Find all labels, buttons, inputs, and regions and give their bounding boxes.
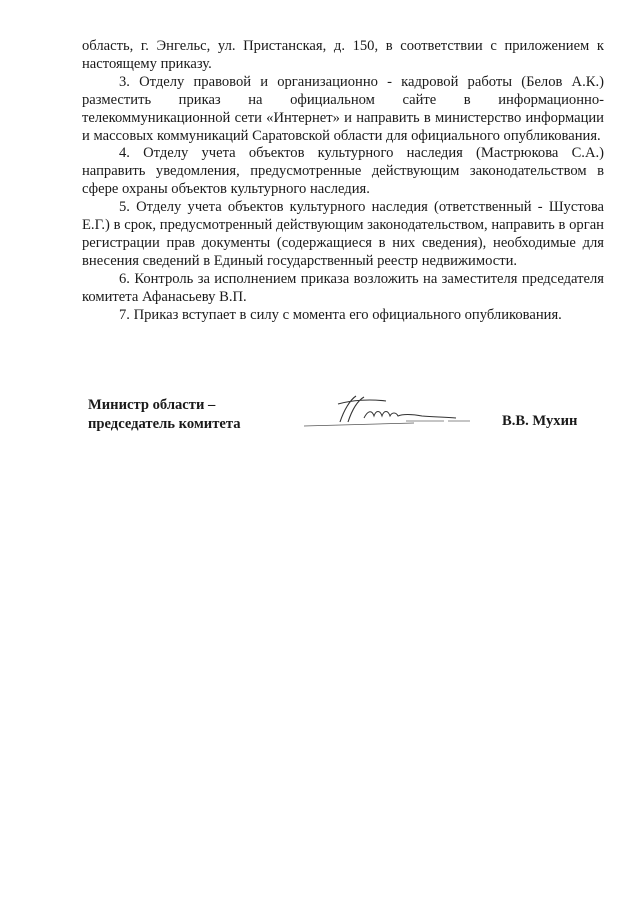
signatory-title-line-1: Министр области – — [88, 397, 216, 413]
paragraph-item-5: 5. Отделу учета объектов культурного наследия (ответственный - Шустова Е.Г.) в срок, предусмотренный действующим законодательством, направить в орган регистрации прав документы (содержащиеся в них сведения), необходимые для внесения сведений в Единый государственный реестр недвижимости. — [82, 199, 604, 269]
signatory-title-line-2: председатель комитета — [88, 416, 241, 432]
paragraph-item-6: 6. Контроль за исполнением приказа возложить на заместителя председателя комитета Афанасьеву В.П. — [82, 270, 604, 305]
handwritten-signature — [294, 392, 494, 432]
signatory-title — [88, 396, 241, 434]
signature-block — [88, 396, 610, 436]
document-body — [82, 38, 604, 325]
signatory-name: В.В. Мухин — [502, 413, 578, 429]
paragraph-item-7: 7. Приказ вступает в силу с момента его официального опубликования. — [119, 306, 562, 323]
paragraph-item-3: 3. Отделу правовой и организационно - кадровой работы (Белов А.К.) разместить приказ на официальном сайте в информационно-телекоммуникационной сети «Интернет» и направить в министерство информации и массовых коммуникаций Саратовской области для официального опубликования. — [82, 73, 604, 144]
paragraph-continuation: область, г. Энгельс, ул. Пристанская, д. 150, в соответствии с приложением к настоящему приказу. — [82, 38, 604, 72]
paragraph-item-4: 4. Отделу учета объектов культурного наследия (Мастрюкова С.А.) направить уведомления, предусмотренные действующим законодательством в сфере охраны объектов культурного наследия. — [82, 145, 604, 198]
